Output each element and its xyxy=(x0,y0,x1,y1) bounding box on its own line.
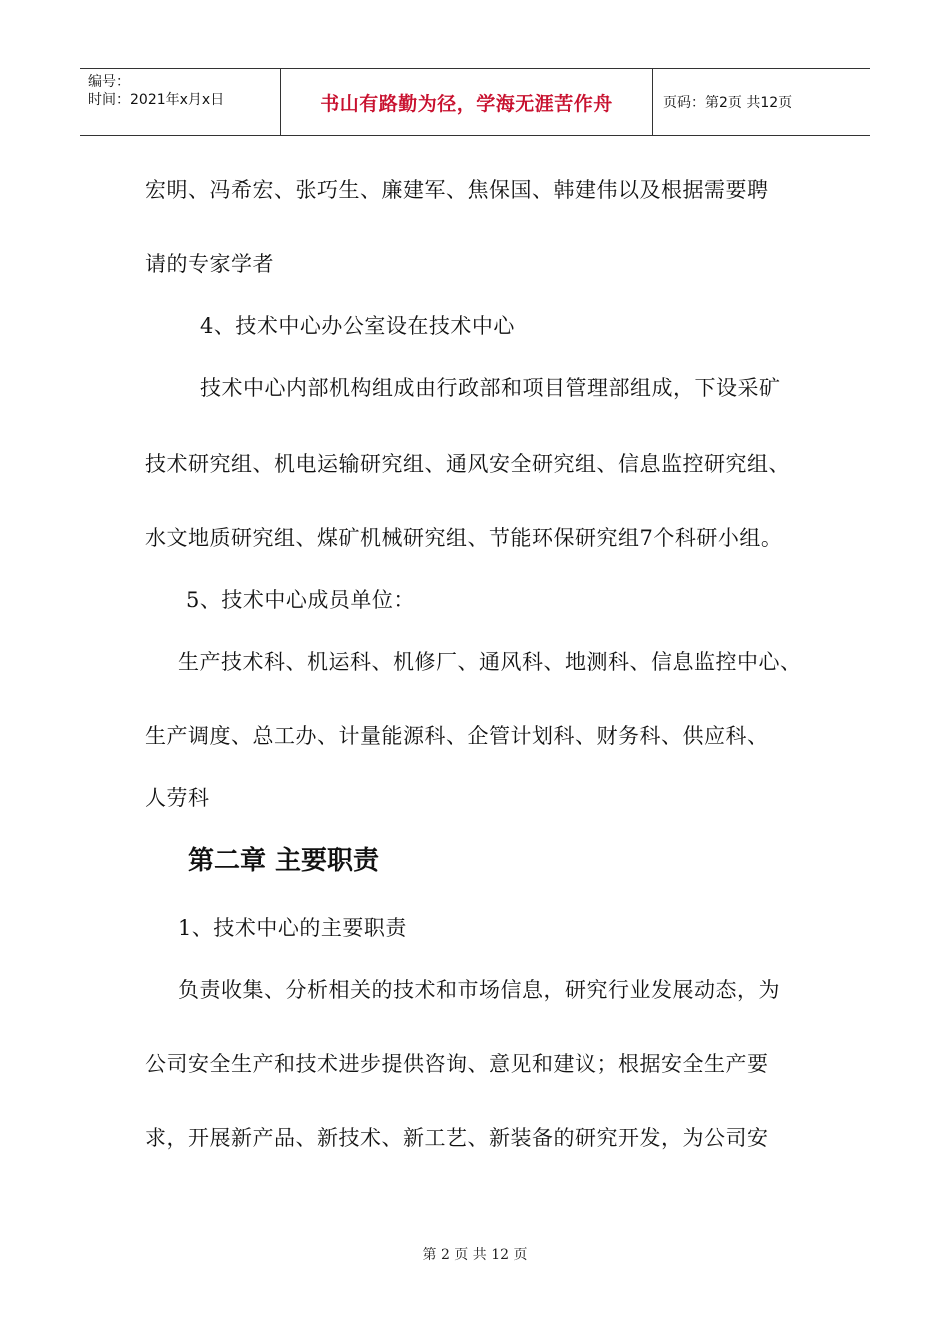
body-line: 技术研究组、机电运输研究组、通风安全研究组、信息监控研究组、 xyxy=(145,452,790,476)
body-line: 技术中心内部机构组成由行政部和项目管理部组成，下设采矿 xyxy=(200,376,781,400)
body-line: 4、技术中心办公室设在技术中心 xyxy=(200,314,515,338)
body-line: 5、技术中心成员单位： xyxy=(186,588,415,612)
number-label: 编号： xyxy=(88,74,130,90)
body-line: 人劳科 xyxy=(145,786,210,810)
body-line: 求，开展新产品、新技术、新工艺、新装备的研究开发，为公司安 xyxy=(145,1126,769,1150)
chapter-title: 第二章 主要职责 xyxy=(188,846,380,876)
body-line: 负责收集、分析相关的技术和市场信息，研究行业发展动态，为 xyxy=(178,978,780,1002)
page-footer: 第 2 页 共 12 页 xyxy=(422,1247,528,1263)
body-line: 1、技术中心的主要职责 xyxy=(178,916,407,940)
body-line: 请的专家学者 xyxy=(145,252,274,276)
header-meta xyxy=(80,69,281,135)
body-line: 生产调度、总工办、计量能源科、企管计划科、财务科、供应科、 xyxy=(145,724,769,748)
body-line: 公司安全生产和技术进步提供咨询、意见和建议；根据安全生产要 xyxy=(145,1052,769,1076)
header-page-info: 页码：第2页 共12页 xyxy=(663,95,793,111)
body-line: 生产技术科、机运科、机修厂、通风科、地测科、信息监控中心、 xyxy=(178,650,802,674)
body-line: 宏明、冯希宏、张巧生、廉建军、焦保国、韩建伟以及根据需要聘 xyxy=(145,178,769,202)
body-line: 水文地质研究组、煤矿机械研究组、节能环保研究组7个科研小组。 xyxy=(145,526,783,550)
page-header xyxy=(80,68,870,136)
header-motto: 书山有路勤为径，学海无涯苦作舟 xyxy=(281,69,653,135)
time-label: 时间：2021年x月x日 xyxy=(88,92,225,108)
